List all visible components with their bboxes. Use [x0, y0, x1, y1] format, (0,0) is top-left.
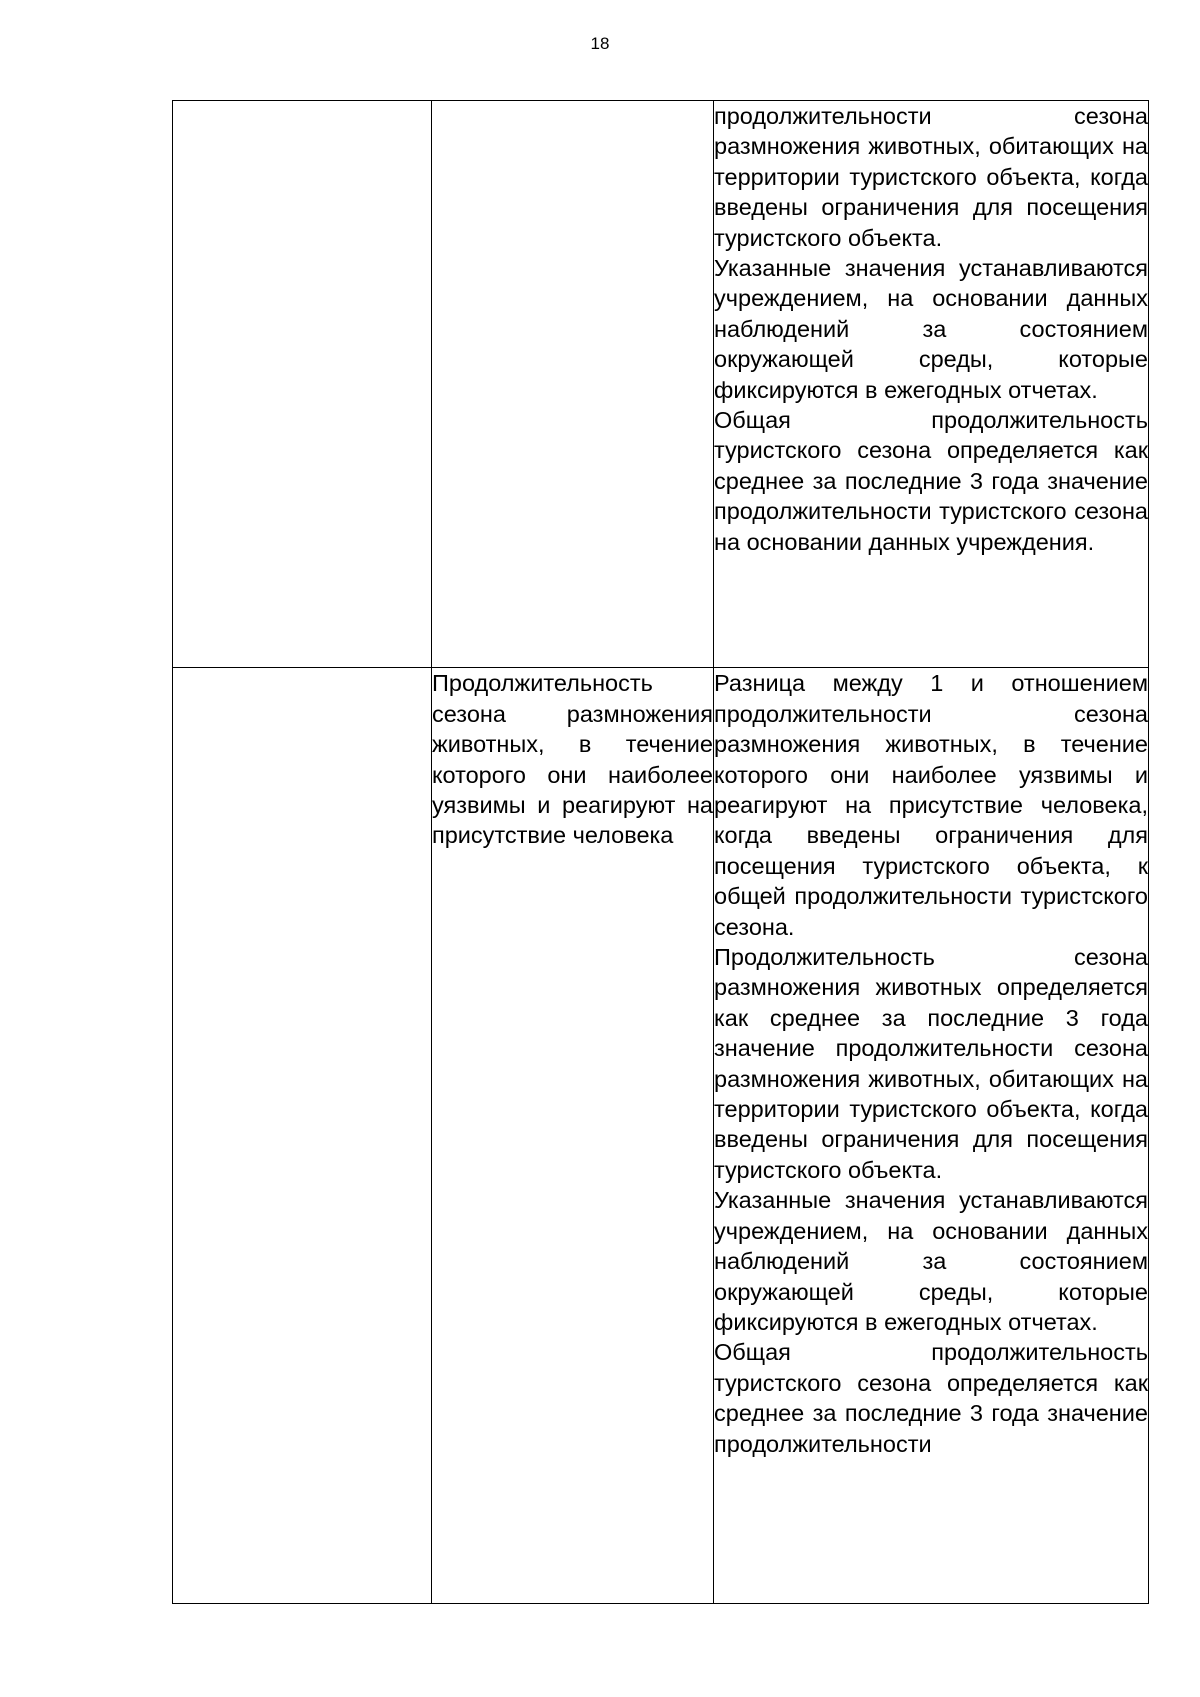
table-cell-method	[714, 101, 1149, 668]
table-cell-empty	[173, 101, 432, 668]
indicator-table	[172, 100, 1149, 1604]
page-number: 18	[590, 34, 610, 53]
method-paragraph: Общая продолжительность туристского сезона определяется как среднее за последние 3 года значение продолжительности	[714, 1339, 1148, 1457]
table-cell-empty	[173, 668, 432, 1604]
indicator-name: Продолжительность сезона размножения животных, в течение которого они наиболее уязвимы и реагируют на присутствие человека	[432, 670, 713, 849]
method-paragraph: Указанные значения устанавливаются учреждением, на основании данных наблюдений за состоянием окружающей среды, которые фиксируются в ежегодных отчетах.	[714, 255, 1148, 403]
method-paragraph: Общая продолжительность туристского сезона определяется как среднее за последние 3 года значение продолжительности туристского сезона на основании данных учреждения.	[714, 407, 1148, 555]
method-paragraph: Разница между 1 и отношением продолжительности сезона размножения животных, в течение которого они наиболее уязвимы и реагируют на присутствие человека, когда введены ограничения для посещения туристского объекта, к общей продолжительности туристского сезона.	[714, 670, 1148, 940]
table-cell-method	[714, 668, 1149, 1604]
table-cell-empty	[432, 101, 714, 668]
method-paragraph: продолжительности сезона размножения животных, обитающих на территории туристского объекта, когда введены ограничения для посещения туристского объекта.	[714, 103, 1148, 251]
method-paragraph: Указанные значения устанавливаются учреждением, на основании данных наблюдений за состоянием окружающей среды, которые фиксируются в ежегодных отчетах.	[714, 1187, 1148, 1335]
table-row	[173, 101, 1149, 668]
method-paragraph: Продолжительность сезона размножения животных определяется как среднее за последние 3 года значение продолжительности сезона размножения животных, обитающих на территории туристского объекта, когда введены ограничения для посещения туристского объекта.	[714, 944, 1148, 1183]
table-cell-indicator	[432, 668, 714, 1604]
table-row	[173, 668, 1149, 1604]
